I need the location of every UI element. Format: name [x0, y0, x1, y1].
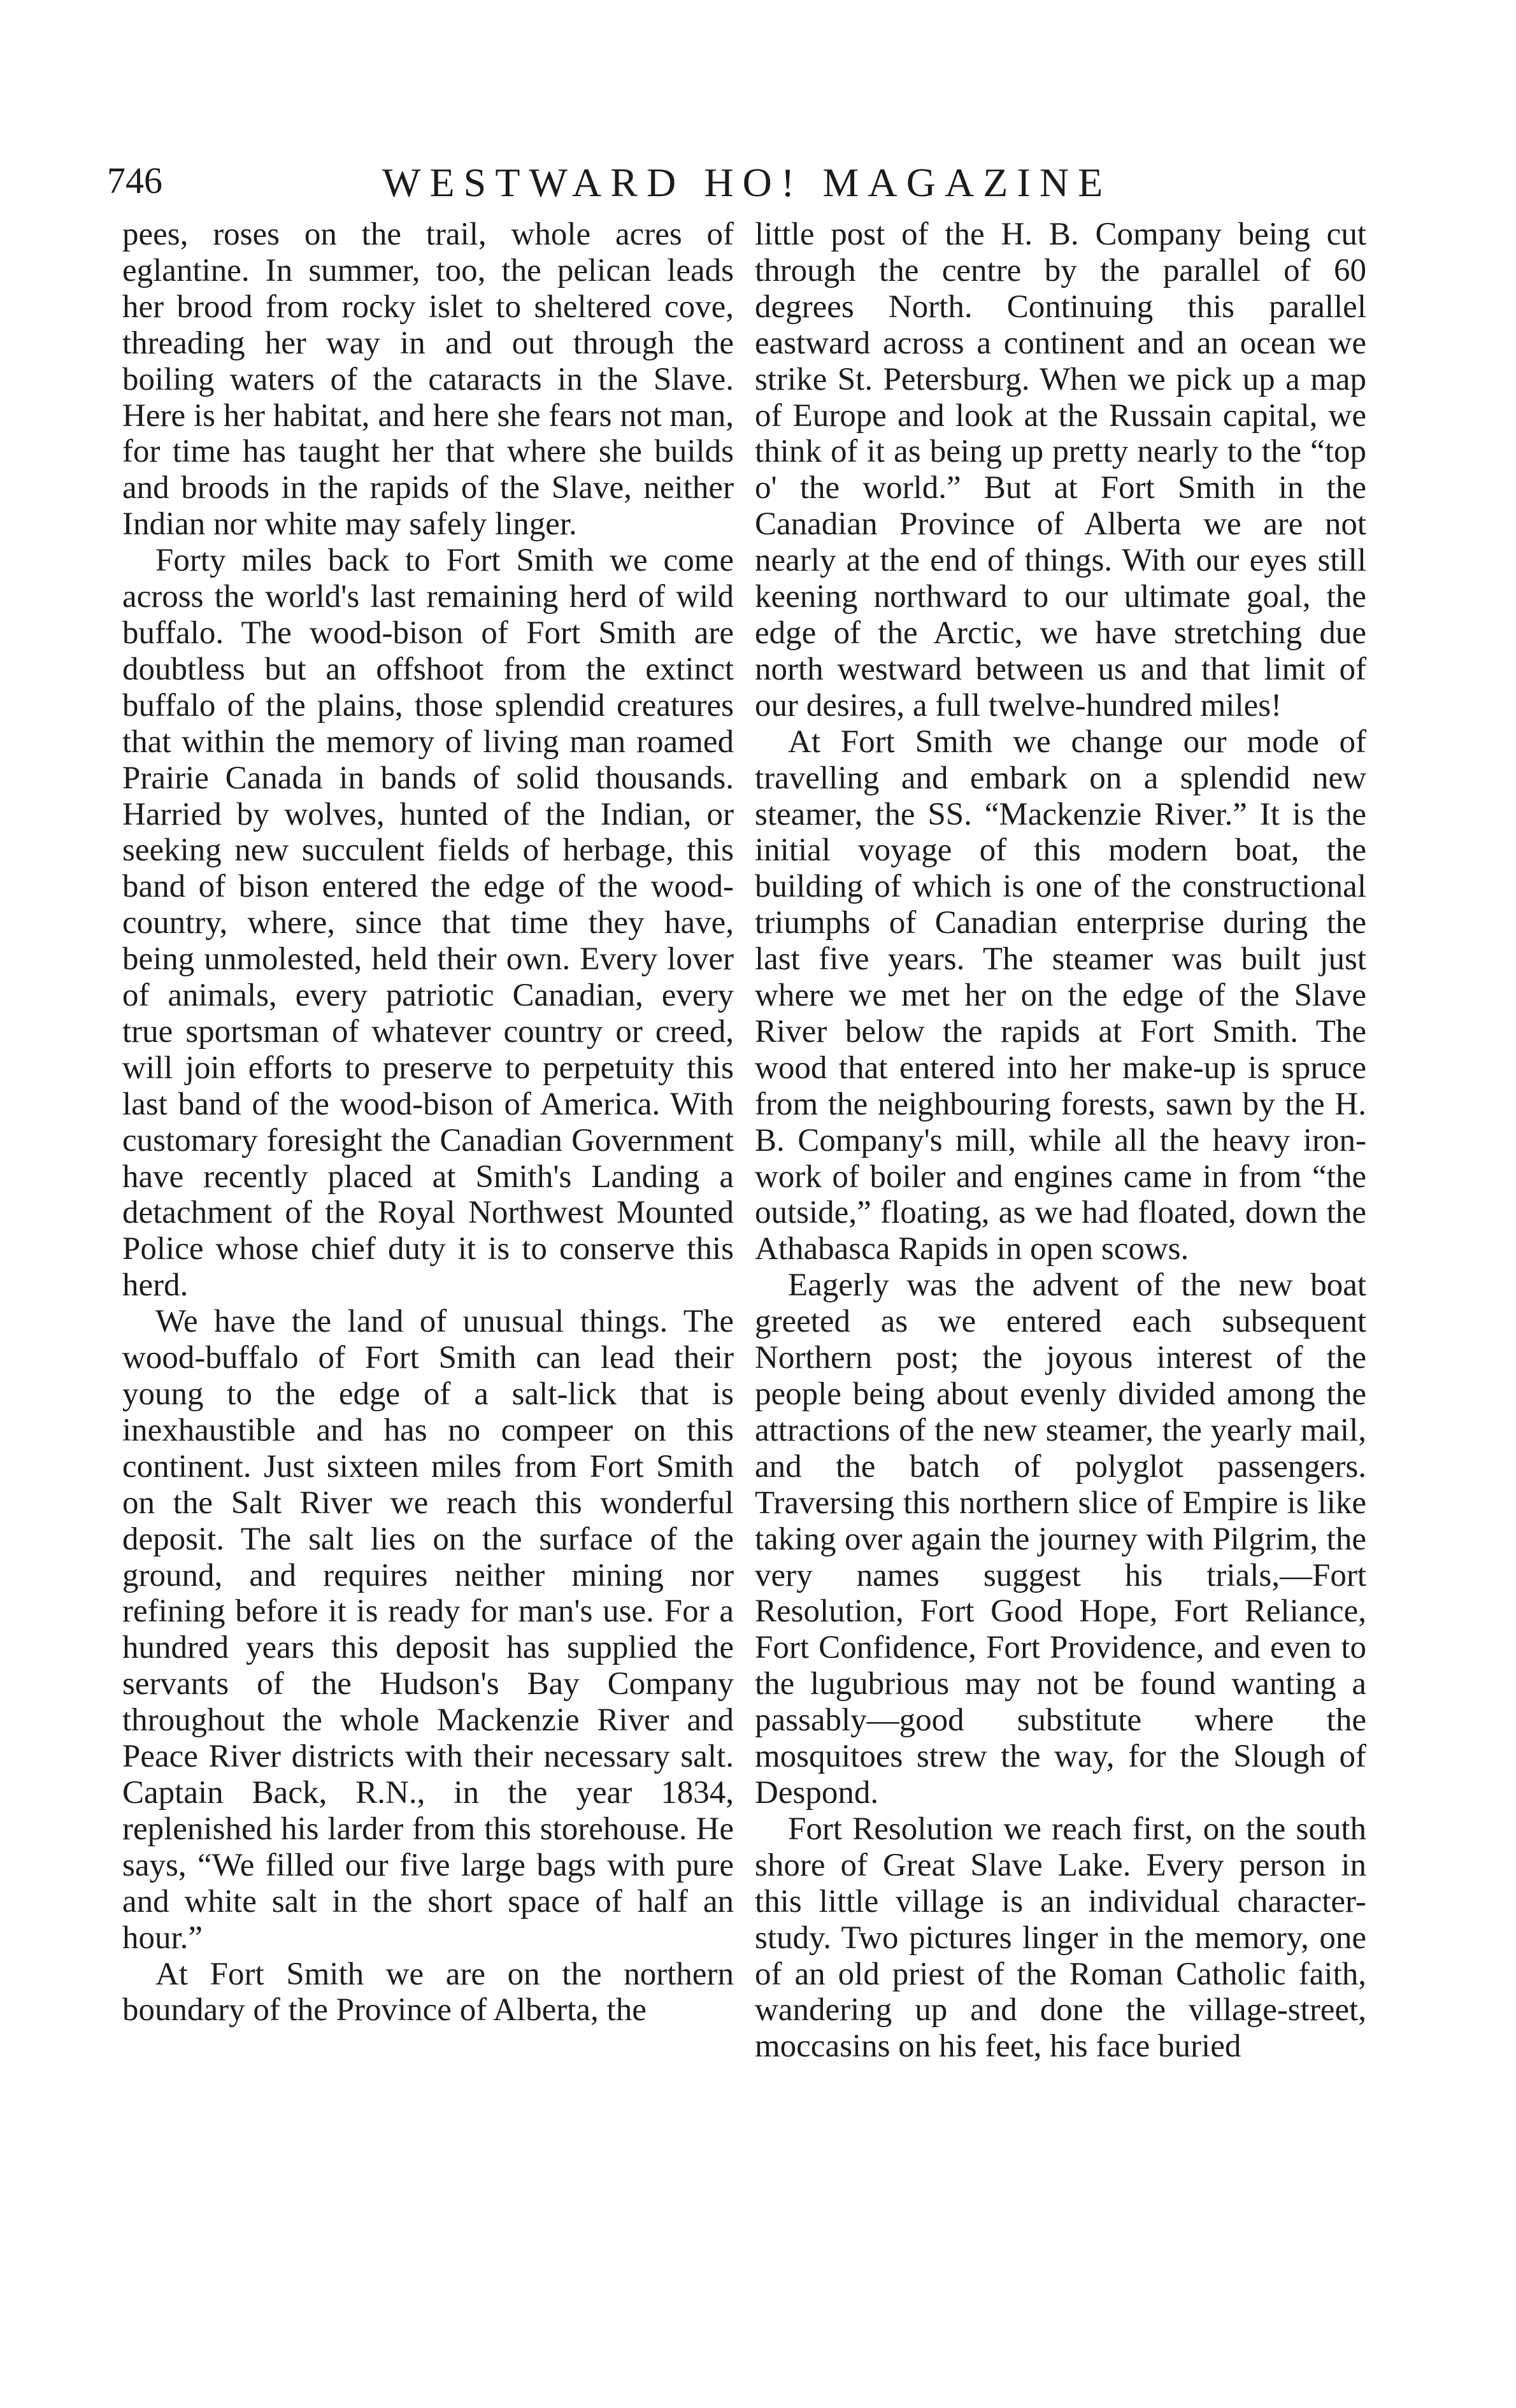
left-column	[122, 217, 734, 2028]
paragraph: pees, roses on the trail, whole acres of eglantine. In summer, too, the pelican leads her brood from rocky islet to sheltered cove, threading her way in and out through the boiling waters of the cataracts in the Slave. Here is her habitat, and here she fears not man, for time has taught her that where she builds and broods in the rapids of the Slave, neither Indian nor white may safely linger.	[122, 217, 734, 543]
paragraph: We have the land of unusual things. The wood-buffalo of Fort Smith can lead their young to the edge of a salt-lick that is inexhaustible and has no compeer on this continent. Just sixteen miles from Fort Smith on the Salt River we reach this wonderful deposit. The salt lies on the surface of the ground, and requires neither mining nor refining before it is ready for man's use. For a hundred years this deposit has supplied the servants of the Hudson's Bay Company throughout the whole Mackenzie River and Peace River districts with their necessary salt. Captain Back, R.N., in the year 1834, replenished his larder from this storehouse. He says, “We filled our five large bags with pure and white salt in the short space of half an hour.”	[122, 1304, 734, 1956]
paragraph: At Fort Smith we change our mode of travelling and embark on a splendid new steamer, the SS. “Mackenzie River.” It is the initial voyage of this modern boat, the building of which is one of the constructional triumphs of Canadian enterprise during the last five years. The steamer was built just where we met her on the edge of the Slave River below the rapids at Fort Smith. The wood that entered into her make-up is spruce from the neighbouring forests, sawn by the H. B. Company's mill, while all the heavy iron-work of boiler and engines came in from “the outside,” floating, as we had floated, down the Athabasca Rapids in open scows.	[755, 723, 1366, 1267]
paragraph: Forty miles back to Fort Smith we come across the world's last remaining herd of wild buffalo. The wood-bison of Fort Smith are doubtless but an offshoot from the extinct buffalo of the plains, those splendid creatures that within the memory of living man roamed Prairie Canada in bands of solid thousands. Harried by wolves, hunted of the Indian, or seeking new succulent fields of herbage, this band of bison entered the edge of the wood-country, where, since that time they have, being unmolested, held their own. Every lover of animals, every patriotic Canadian, every true sportsman of whatever country or creed, will join efforts to preserve to perpetuity this last band of the wood-bison of America. With customary foresight the Canadian Government have recently placed at Smith's Landing a detachment of the Royal Northwest Mounted Police whose chief duty it is to conserve this herd.	[122, 543, 734, 1304]
magazine-title: WESTWARD HO! MAGAZINE	[382, 160, 1112, 205]
paragraph: Fort Resolution we reach first, on the south shore of Great Slave Lake. Every person in this little village is an individual character-study. Two pictures linger in the memory, one of an old priest of the Roman Catholic faith, wandering up and done the village-street, moccasins on his feet, his face buried	[755, 1811, 1366, 2065]
paragraph: Eagerly was the advent of the new boat greeted as we entered each subsequent Northern post; the joyous interest of the people being about evenly divided among the attractions of the new steamer, the yearly mail, and the batch of polyglot passengers. Traversing this northern slice of Empire is like taking over again the journey with Pilgrim, the very names suggest his trials,—Fort Resolution, Fort Good Hope, Fort Reliance, Fort Confidence, Fort Providence, and even to the lugubrious may not be found wanting a passably—good substitute where the mosquitoes strew the way, for the Slough of Despond.	[755, 1267, 1366, 1811]
paragraph: little post of the H. B. Company being cut through the centre by the parallel of 60 degrees North. Continuing this parallel eastward across a continent and an ocean we strike St. Petersburg. When we pick up a map of Europe and look at the Russain capital, we think of it as being up pretty nearly to the “top o' the world.” But at Fort Smith in the Canadian Province of Alberta we are not nearly at the end of things. With our eyes still keening northward to our ultimate goal, the edge of the Arctic, we have stretching due north westward between us and that limit of our desires, a full twelve-hundred miles!	[755, 217, 1366, 723]
right-column	[755, 217, 1366, 2065]
paragraph: At Fort Smith we are on the northern boundary of the Province of Alberta, the	[122, 1956, 734, 2028]
running-head	[0, 159, 1516, 210]
page-number: 746	[107, 160, 162, 201]
